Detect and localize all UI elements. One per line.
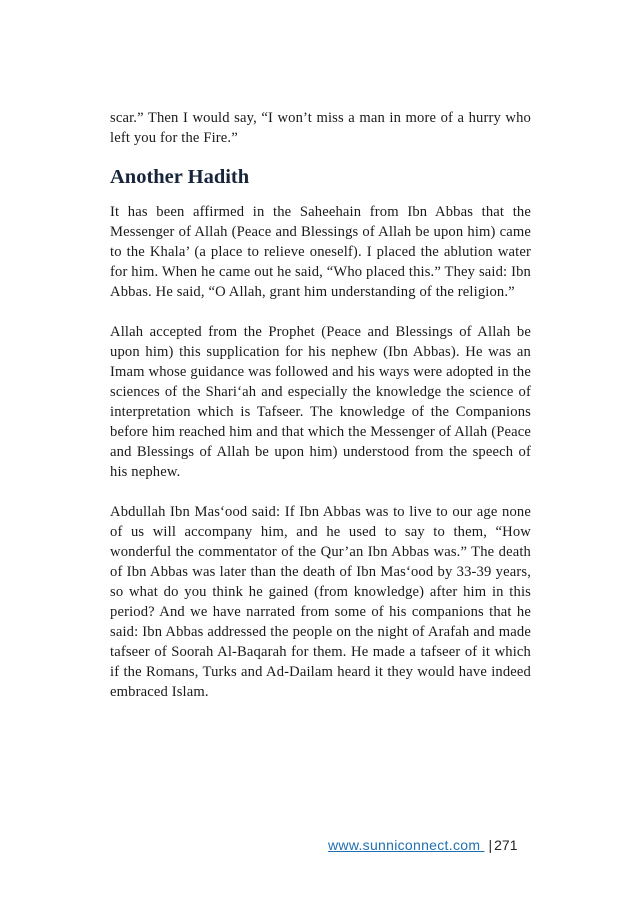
body-paragraph-3: Abdullah Ibn Mas‘ood said: If Ibn Abbas was to live to our age none of us will accompany him, and he used to say to them, “How wonderful the commentator of the Qur’an Ibn Abbas was.” The death of Ibn Abbas was later than the death of Ibn Mas‘ood by 33-39 years, so what do you think he gained (from knowledge) after him in this period? And we have narrated from some of his companions that he said: Ibn Abbas addressed the people on the night of Arafah and made tafseer of Soorah Al-Baqarah for them. He made a tafseer of it which if the Romans, Turks and Ad-Dailam heard it they would have indeed embraced Islam. bbox=[110, 504, 531, 700]
body-paragraph-2: Allah accepted from the Prophet (Peace and Blessings of Allah be upon him) this supplication for his nephew (Ibn Abbas). He was an Imam whose guidance was followed and his ways were adopted in the sciences of the Shari‘ah and especially the knowledge the science of interpretation which is Tafseer. The knowledge of the Companions before him reached him and that which the Messenger of Allah (Peace and Blessings of Allah be upon him) understood from the speech of his nephew. bbox=[110, 324, 531, 480]
intro-paragraph: scar.” Then I would say, “I won’t miss a man in more of a hurry who left you for the Fire.” bbox=[110, 110, 531, 146]
page-number: 271 bbox=[494, 837, 518, 853]
website-link[interactable]: www.sunniconnect.com bbox=[328, 837, 485, 853]
section-heading: Another Hadith bbox=[110, 166, 250, 188]
page-content bbox=[110, 108, 531, 702]
page-footer bbox=[328, 837, 517, 853]
body-paragraph-1: It has been affirmed in the Saheehain from Ibn Abbas that the Messenger of Allah (Peace and Blessings of Allah be upon him) came to the Khala’ (a place to relieve oneself). I placed the ablution water for him. When he came out he said, “Who placed this.” They said: Ibn Abbas. He said, “O Allah, grant him understanding of the religion.” bbox=[110, 204, 531, 300]
footer-separator: | bbox=[488, 837, 493, 853]
